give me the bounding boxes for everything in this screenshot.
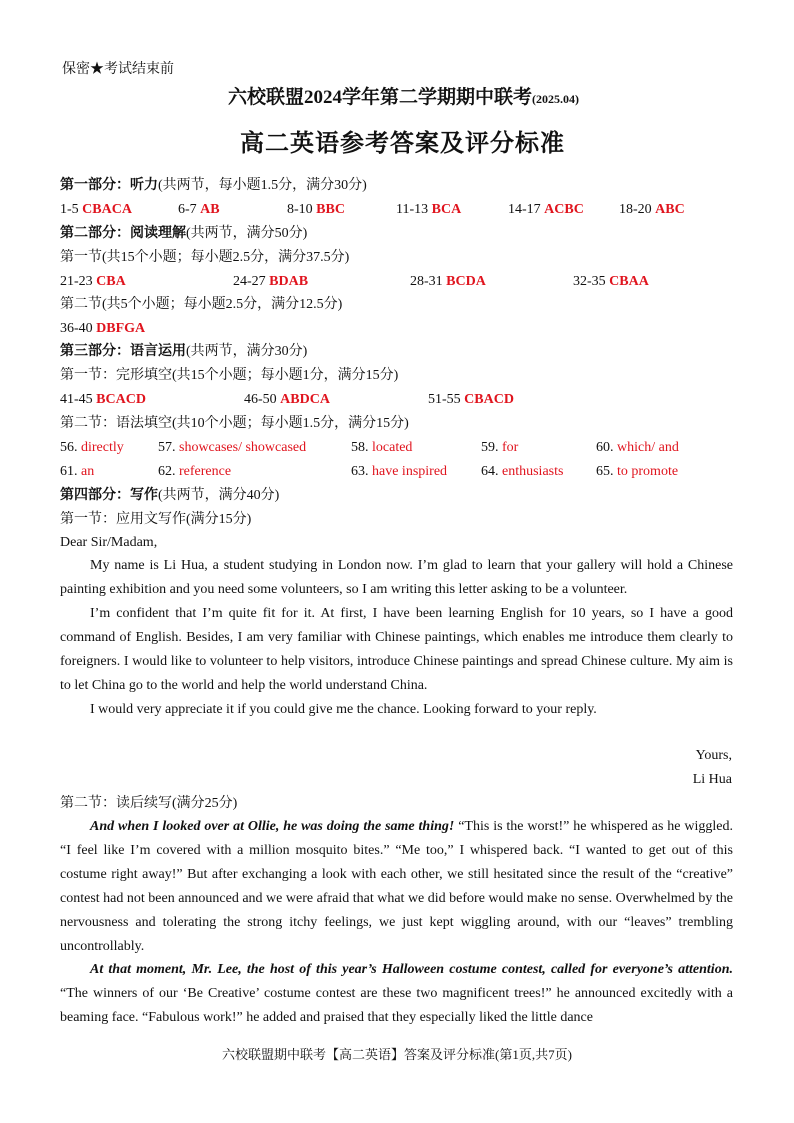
answer-value: for (502, 440, 519, 455)
story-lead: And when I looked over at Ollie, he was doing the same thing! (90, 819, 455, 834)
answer-number: 56. (60, 440, 78, 455)
answer-value: which/ and (617, 440, 679, 455)
answer-value: an (81, 464, 95, 479)
confidential-mark: 保密★考试结束前 (62, 62, 174, 77)
story-body: “This is the worst!” he whispered as he wiggled. “I feel like I’m covered with a million mosquito bites.” “Me too,” I whispered back. “I wanted to get out of this costume right away!” But after exchanging a look with each other, we still hesitated since the result of the “creative” contest had not been announced and we were afraid that what we did before would make no sense. Overwhelmed by the nervousness and tolerating the strong itchy feelings, we just kept wiggling around, with our “leaves” trembling uncontrollably. (60, 819, 734, 954)
answer-group (244, 390, 330, 410)
answer-range: 32-35 (573, 274, 606, 289)
part1-note: (共两节，每小题1.5分，满分30分) (158, 178, 367, 193)
answer-number: 65. (596, 464, 614, 479)
exam-title-main: 六校联盟2024学年第二学期期中联考 (228, 87, 533, 108)
answer-group (573, 272, 649, 292)
answer-value: located (372, 440, 413, 455)
document-subtitle: 高二英语参考答案及评分标准 (240, 131, 565, 157)
part4-note: (共两节，满分40分) (158, 488, 280, 503)
answer-range: 1-5 (60, 202, 79, 217)
part3-note: (共两节，满分30分) (186, 344, 308, 359)
answer-value: CBACA (82, 202, 132, 217)
answer-value: enthusiasts (502, 464, 564, 479)
answer-value: BCACD (96, 392, 146, 407)
answer-value: CBA (96, 274, 126, 289)
grammar-answer (60, 462, 94, 482)
answer-number: 63. (351, 464, 369, 479)
part4-section2-title: 第二节：读后续写(满分25分) (60, 796, 238, 811)
answer-group (619, 200, 685, 220)
answer-value: to promote (617, 464, 679, 479)
answer-group (410, 272, 486, 292)
answer-range: 14-17 (508, 202, 541, 217)
part4-heading (60, 486, 279, 506)
part3-heading (60, 342, 307, 362)
answer-range: 18-20 (619, 202, 652, 217)
grammar-answer (481, 462, 563, 482)
answer-value: ACBC (544, 202, 584, 217)
part2-heading-text: 第二部分：阅读理解 (60, 226, 186, 241)
story-body: “The winners of our ‘Be Creative’ costume contest are these two magnificent trees!” he announced excitedly with a beaming face. “Fabulous work!” he added and praised that they especially liked the little dance (60, 986, 733, 1025)
answer-value: BBC (316, 202, 345, 217)
part3-heading-text: 第三部分：语言运用 (60, 344, 186, 359)
answer-group (508, 200, 584, 220)
answer-range: 41-45 (60, 392, 93, 407)
answer-value: have inspired (372, 464, 448, 479)
answer-range: 6-7 (178, 202, 197, 217)
part3-section2-title: 第二节：语法填空(共10个小题；每小题1.5分，满分15分) (60, 416, 409, 431)
answer-group (60, 272, 126, 292)
grammar-answer (158, 438, 306, 458)
grammar-answer (596, 438, 679, 458)
answer-group (60, 319, 145, 339)
answer-number: 62. (158, 464, 176, 479)
grammar-answer (481, 438, 518, 458)
answer-range: 36-40 (60, 321, 93, 336)
answer-value: BCA (431, 202, 462, 217)
grammar-answer (596, 462, 678, 482)
answer-group (287, 200, 345, 220)
page-footer: 六校联盟期中联考【高二英语】答案及评分标准(第1页,共7页) (222, 1047, 572, 1062)
answer-range: 11-13 (396, 202, 429, 217)
answer-group (428, 390, 514, 410)
answer-value: reference (179, 464, 232, 479)
answer-value: showcases/ showcased (179, 440, 307, 455)
answer-value: DBFGA (96, 321, 146, 336)
grammar-answer (158, 462, 231, 482)
letter-paragraph: I’m confident that I’m quite fit for it. At first, I have been learning English for 10 years, so I have a good command of English. Besides, I am very familiar with Chinese paintings, which enables me introduce them clearly to foreigners. I would like to volunteer to help visitors, introduce Chinese paintings and spread Chinese culture. My aim is to let China go to the world and help the world understand China. (60, 606, 733, 693)
part1-heading (60, 176, 367, 196)
answer-value: ABDCA (280, 392, 330, 407)
answer-value: CBACD (464, 392, 514, 407)
answer-value: AB (200, 202, 220, 217)
story-paragraph (60, 958, 733, 1030)
part1-heading-text: 第一部分：听力 (60, 178, 158, 193)
exam-date: (2025.04) (532, 92, 580, 106)
letter-closing: Yours, (695, 748, 732, 763)
answer-value: ABC (655, 202, 685, 217)
part2-section1-title: 第一节(共15个小题；每小题2.5分，满分37.5分) (60, 250, 350, 265)
answer-number: 58. (351, 440, 369, 455)
part4-section1-title: 第一节：应用文写作(满分15分) (60, 512, 252, 527)
story-lead: At that moment, Mr. Lee, the host of this year’s Halloween costume contest, called for everyone’s attention. (90, 962, 733, 977)
answer-group (178, 200, 220, 220)
answer-value: CBAA (609, 274, 649, 289)
part2-note: (共两节，满分50分) (186, 226, 308, 241)
grammar-answer (351, 438, 412, 458)
answer-group (396, 200, 461, 220)
answer-range: 28-31 (410, 274, 443, 289)
letter-salutation: Dear Sir/Madam, (60, 535, 158, 550)
part4-heading-text: 第四部分：写作 (60, 488, 158, 503)
letter-paragraph: My name is Li Hua, a student studying in London now. I’m glad to learn that your gallery will hold a Chinese painting exhibition and you need some volunteers, so I am writing this letter asking to be a volunteer. (60, 558, 733, 597)
answer-range: 21-23 (60, 274, 93, 289)
letter-signature: Li Hua (692, 772, 732, 787)
part3-section1-title: 第一节：完形填空(共15个小题；每小题1分，满分15分) (60, 368, 399, 383)
answer-range: 8-10 (287, 202, 313, 217)
story-paragraph (60, 815, 733, 959)
answer-range: 24-27 (233, 274, 266, 289)
part2-heading (60, 224, 307, 244)
answer-range: 46-50 (244, 392, 277, 407)
answer-value: directly (81, 440, 124, 455)
answer-number: 64. (481, 464, 499, 479)
answer-value: BDAB (269, 274, 309, 289)
answer-number: 57. (158, 440, 176, 455)
answer-group (60, 200, 132, 220)
exam-title (228, 88, 579, 109)
answer-value: BCDA (446, 274, 486, 289)
answer-group (60, 390, 146, 410)
answer-number: 61. (60, 464, 78, 479)
part2-section2-title: 第二节(共5个小题；每小题2.5分，满分12.5分) (60, 297, 343, 312)
answer-range: 51-55 (428, 392, 461, 407)
answer-number: 60. (596, 440, 614, 455)
grammar-answer (60, 438, 124, 458)
letter-paragraph: I would very appreciate it if you could give me the chance. Looking forward to your reply. (90, 702, 597, 717)
answer-group (233, 272, 308, 292)
grammar-answer (351, 462, 447, 482)
answer-number: 59. (481, 440, 499, 455)
